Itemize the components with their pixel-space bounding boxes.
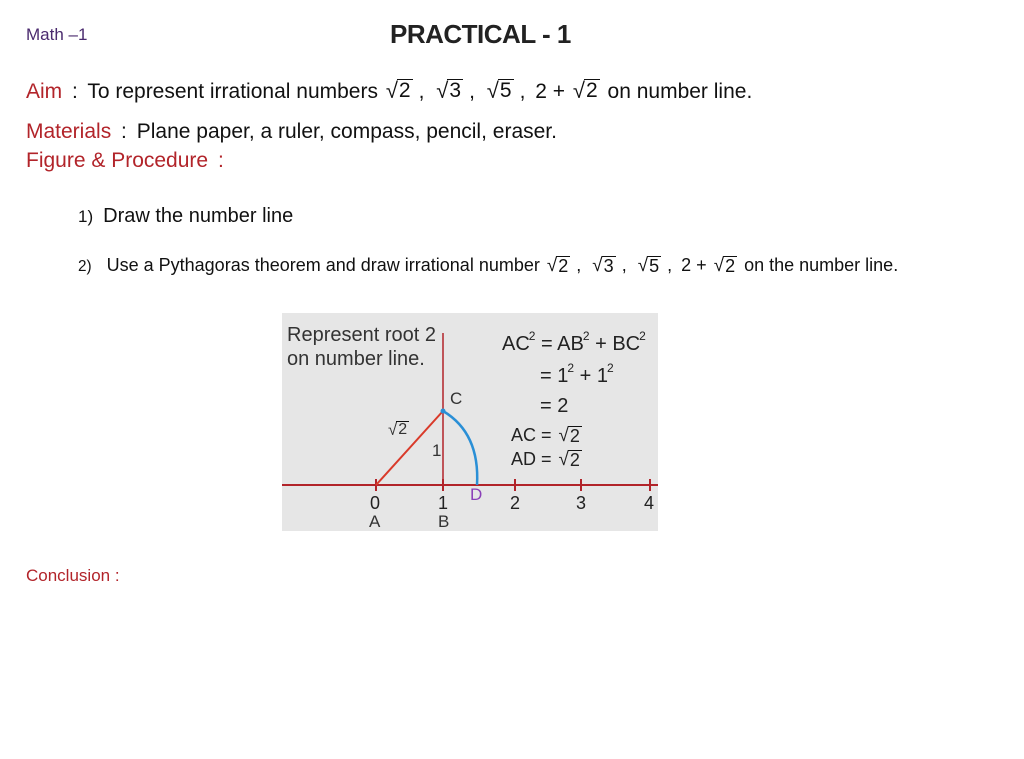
sqrt-5: √ 5 xyxy=(486,78,512,103)
tick-label-0: 0 xyxy=(370,493,381,513)
side-ab-label: 1 xyxy=(432,441,442,460)
figure-heading: Figure & Procedure : xyxy=(26,149,224,172)
diagram-caption: Represent root 2 on number line. xyxy=(287,324,436,370)
sqrt-2: √ 2 xyxy=(385,78,411,103)
compass-arc xyxy=(443,411,477,485)
tick-label-4: 4 xyxy=(644,493,655,513)
aim-label: Aim xyxy=(26,80,63,103)
subject-label: Math –1 xyxy=(26,25,88,44)
hypotenuse-label: √ 2 xyxy=(388,420,408,439)
eq-line-1: $AC^2 = AB^2 + BC^2$ xyxy=(502,329,646,355)
step-sqrt-2: √ 2 xyxy=(546,255,569,277)
eq-line-3: = 2 xyxy=(540,395,569,417)
materials-text: Plane paper, a ruler, compass, pencil, eraser. xyxy=(136,120,557,143)
step-2: 2) Use a Pythagoras theorem and draw irrational number √ 2 , √ 3 , √ 5 , 2 + √ 2 on the number line. xyxy=(78,255,899,277)
point-b-label: B xyxy=(438,512,450,531)
eq-line-2: = $1^2 + 1^2$ xyxy=(540,361,614,387)
page-title: PRACTICAL - 1 xyxy=(390,19,571,49)
sqrt-2-b: √ 2 xyxy=(572,78,598,103)
materials-line: Materials : Plane paper, a ruler, compass, pencil, eraser. xyxy=(26,120,557,143)
materials-label: Materials xyxy=(26,120,112,143)
aim-text-after: on number line. xyxy=(607,80,753,103)
step-sqrt-2-b: √ 2 xyxy=(713,255,736,277)
aim-text: To represent irrational numbers xyxy=(87,80,378,103)
eq-line-4: AC = √ 2 xyxy=(511,425,580,447)
tick-label-2: 2 xyxy=(510,493,521,513)
tick-label-3: 3 xyxy=(576,493,587,513)
conclusion-label: Conclusion : xyxy=(26,566,120,585)
step-1: 1) Draw the number line xyxy=(78,205,294,227)
point-c-marker xyxy=(441,409,446,414)
eq-line-5: AD = √ 2 xyxy=(511,449,580,471)
point-a-label: A xyxy=(369,512,381,531)
point-c-label: C xyxy=(450,389,463,408)
aim-last-prefix: 2 + xyxy=(535,80,566,103)
step-sqrt-5: √ 5 xyxy=(637,255,660,277)
step-sqrt-3: √ 3 xyxy=(592,255,614,277)
tick-label-1: 1 xyxy=(438,493,449,513)
point-d-label: D xyxy=(470,485,483,504)
sqrt-3: √ 3 xyxy=(436,78,462,103)
number-line-diagram xyxy=(282,313,658,531)
aim-line: Aim : To represent irrational numbers √ 2 , √ 3 , √ 5 , 2 + √ 2 on number line. xyxy=(26,78,753,103)
